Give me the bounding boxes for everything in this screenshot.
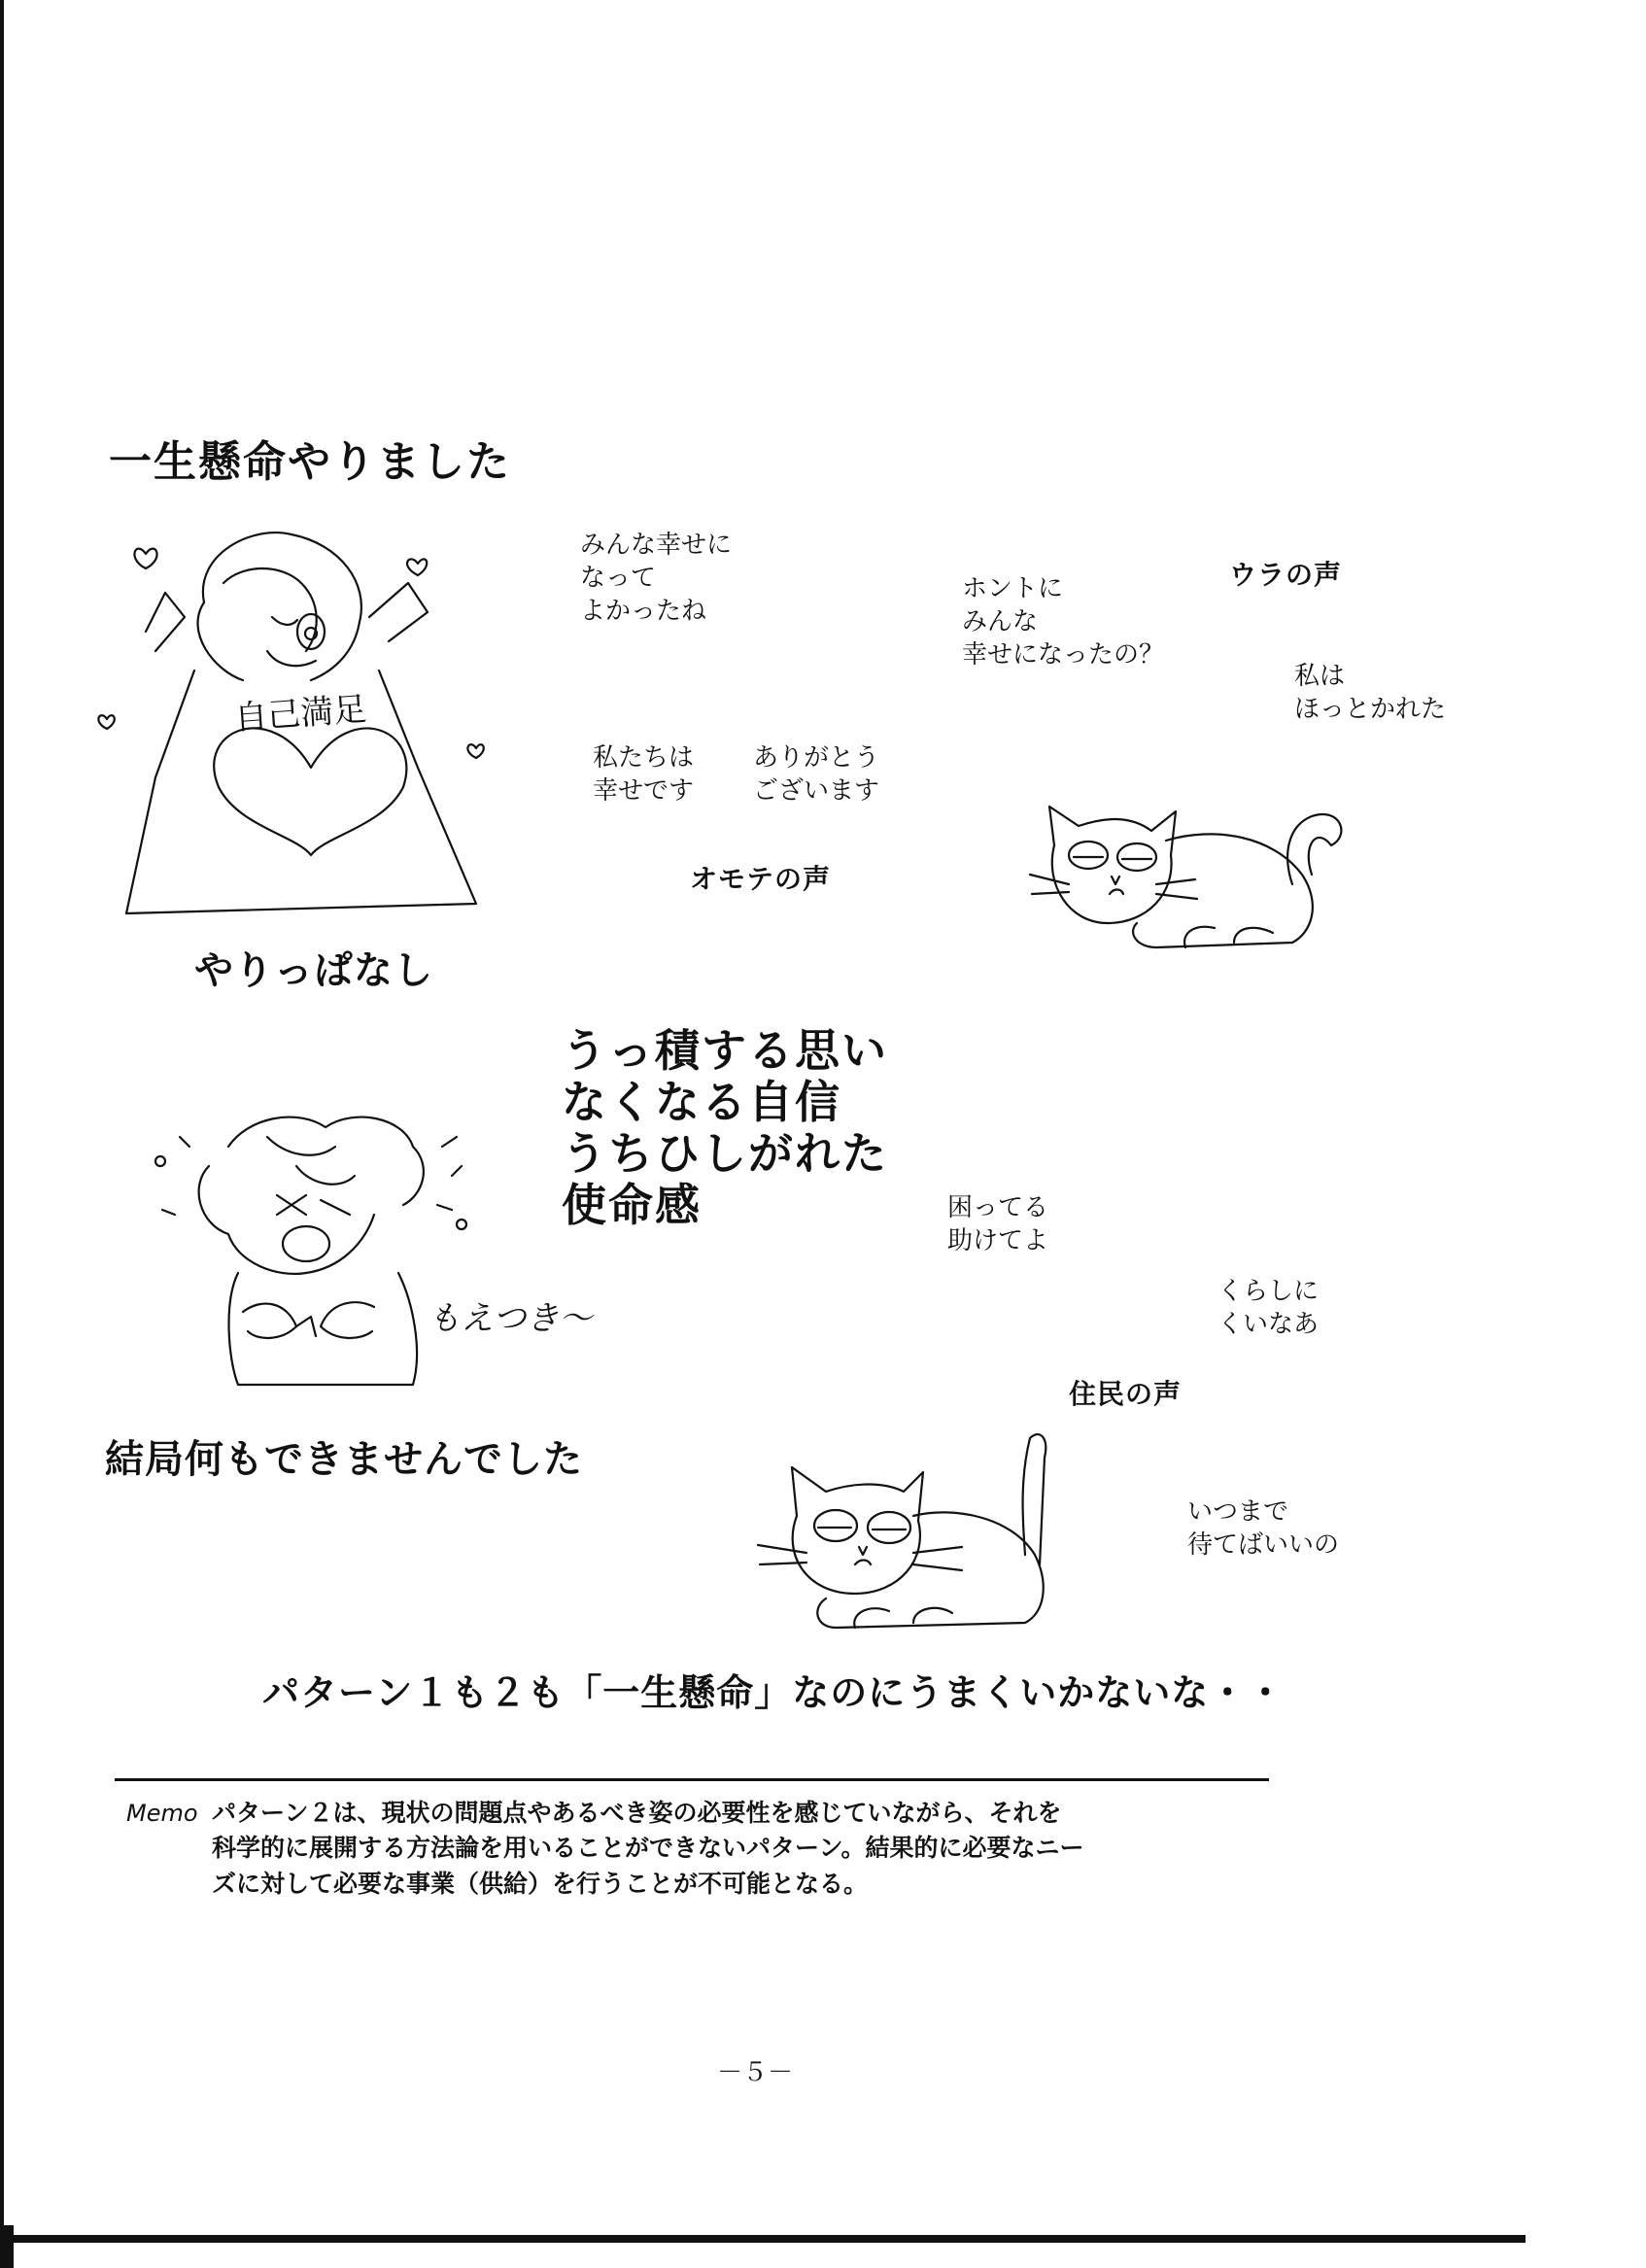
cat-illustration-lower — [768, 1438, 1079, 1652]
speech-thank-you: ありがとう ございます — [753, 743, 880, 806]
heading-effort: 一生懸命やりました — [109, 437, 511, 487]
page-number: －５－ — [717, 2058, 794, 2087]
voice-residents: 住民の声 — [1069, 1378, 1183, 1410]
speech-relieved: 私は ほっとかれた — [1294, 662, 1447, 724]
heart-label: 自己満足 — [233, 690, 368, 739]
voice-front: オモテの声 — [690, 863, 832, 895]
frustration-list: うっ積する思い なくなる自信 うちひしがれた 使命感 — [562, 1024, 888, 1231]
heading-nothing: 結局何もできませんでした — [105, 1437, 583, 1482]
burnout-person-illustration — [170, 1108, 481, 1399]
caption-leave: やりっぱなし — [194, 948, 433, 993]
speech-no-living: くらしに くいなあ — [1217, 1277, 1320, 1339]
speech-we-are-happy: 私たちは 幸せです — [593, 743, 695, 806]
memo-divider — [115, 1778, 1269, 1781]
summary-line: パターン１も２も「一生懸命」なのにうまくいかないな・・ — [262, 1671, 1286, 1714]
scan-edge-bottom — [0, 2235, 1526, 2243]
scan-edge-left — [0, 0, 4, 2268]
cat-illustration-upper — [1040, 787, 1370, 962]
speech-everyone-happy: みんな幸せに なって よかったね — [580, 531, 733, 626]
burnout-caption: もえつき～ — [428, 1299, 593, 1338]
woman-heart-illustration — [126, 525, 496, 933]
voice-back: ウラの声 — [1229, 559, 1343, 591]
speech-really: ホントに みんな 幸せになったの？ — [962, 574, 1165, 670]
memo-text: パターン２は、現状の問題点やあるべき姿の必要性を感じていながら、それを 科学的に展開する方法論を用いることができないパターン。結果的に必要なニー ズに対して必要な事業（供給）を行うことが不可能となる。 — [212, 1799, 1084, 1898]
scan-edge-corner — [0, 2225, 14, 2268]
speech-trouble: 困ってる 助けてよ — [947, 1193, 1049, 1255]
speech-how-long: いつまで 待てばいいの — [1187, 1497, 1340, 1560]
memo-label: Memo — [126, 1800, 198, 1827]
